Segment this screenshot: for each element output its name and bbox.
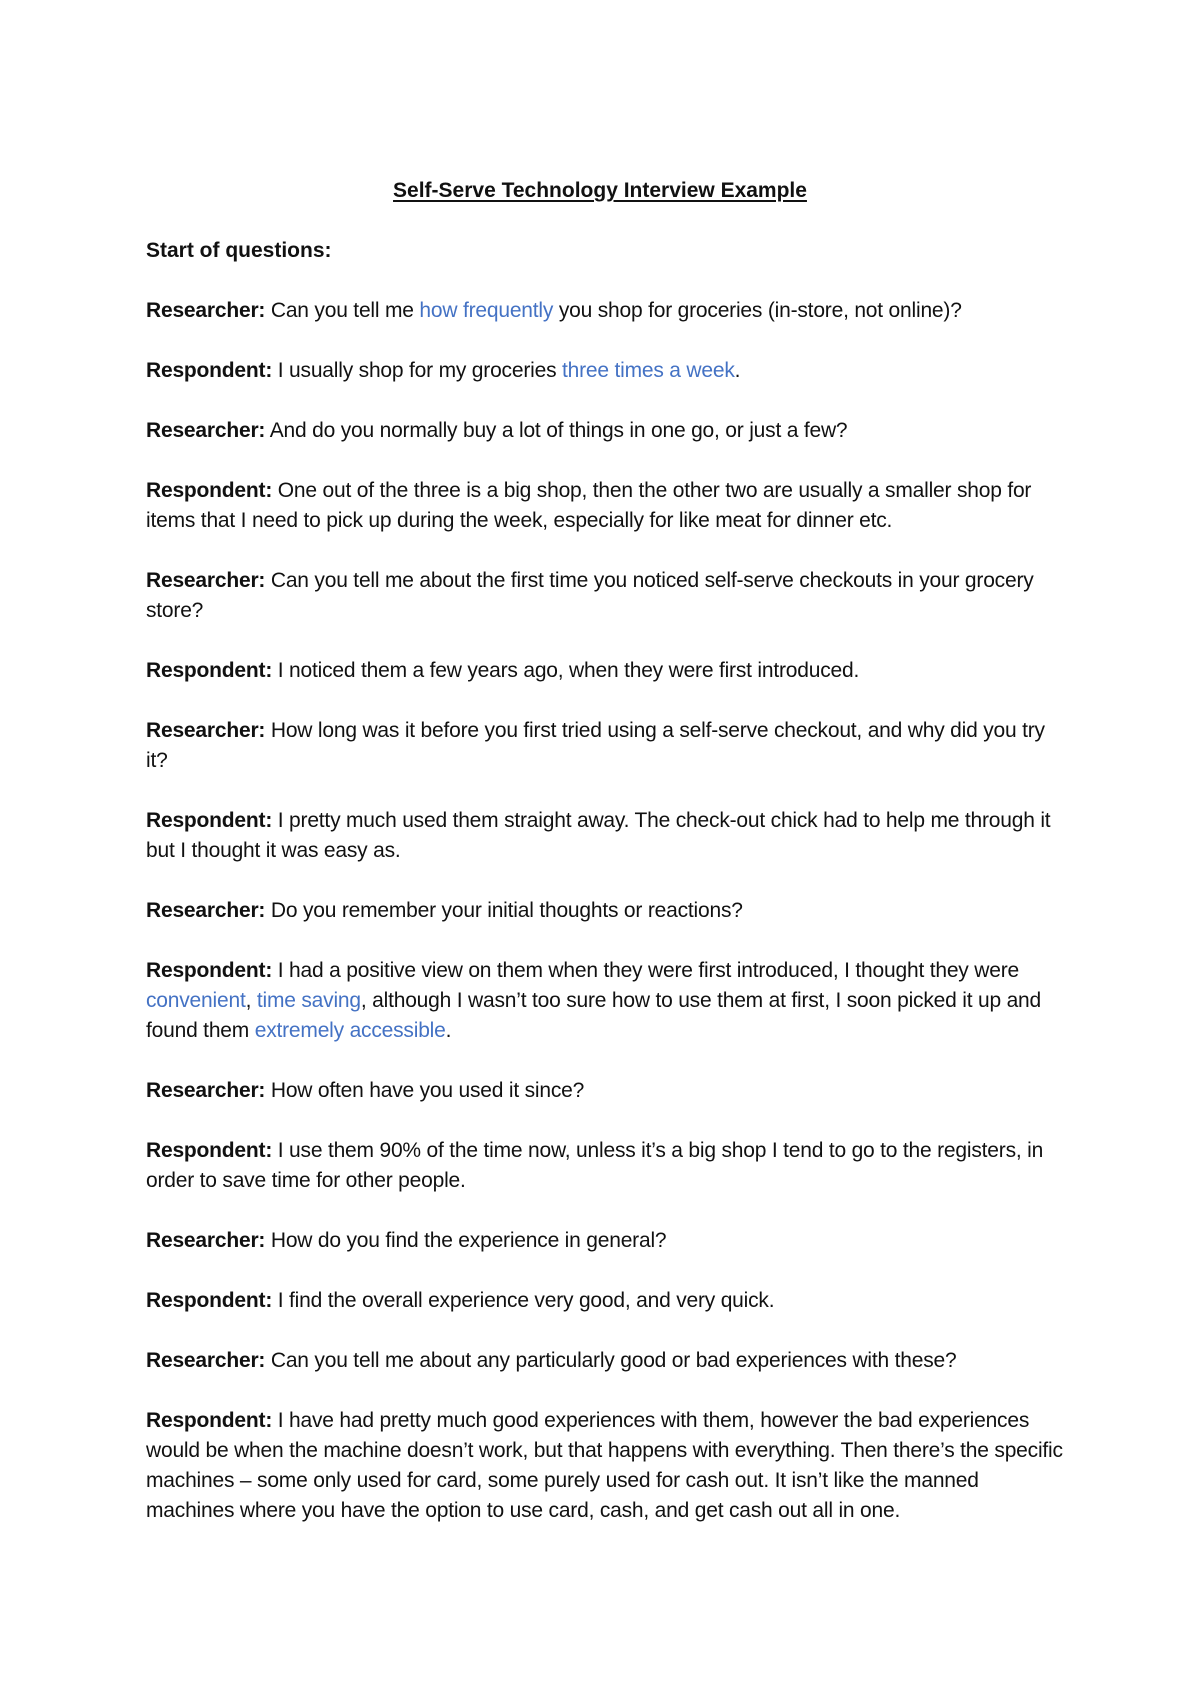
speaker-label: Researcher xyxy=(146,899,259,922)
turn-text: How long was it before you first tried using a self-serve checkout, and why did you try it? xyxy=(146,719,1045,772)
speaker-label: Respondent xyxy=(146,809,266,832)
start-of-questions-label: Start of questions: xyxy=(146,239,332,262)
document-title: Self-Serve Technology Interview Example xyxy=(393,179,807,202)
speaker-colon: : xyxy=(258,299,266,322)
turn-text: I have had pretty much good experiences with them, however the bad experiences would be when the machine doesn’t work, but that happens with everything. Then there’s the specific machines – some only used for card, some purely used for cash out. It isn’t like the manned machines where you have the option to use card, cash, and get cash out all in one. xyxy=(146,1409,1063,1522)
speaker-label: Respondent xyxy=(146,1139,266,1162)
turn-text: I use them 90% of the time now, unless it’s a big shop I tend to go to the registers, in order to save time for other people. xyxy=(146,1139,1044,1192)
researcher-question xyxy=(146,1226,1066,1256)
highlighted-phrase: how frequently xyxy=(419,299,554,322)
respondent-answer xyxy=(146,956,1066,1046)
highlighted-phrase: three times a week xyxy=(562,359,735,382)
respondent-answer xyxy=(146,1136,1066,1196)
speaker-label: Researcher xyxy=(146,419,259,442)
turn-text: , although I wasn’t too sure how to use them at first, I soon picked it up and found them xyxy=(146,989,1042,1042)
researcher-question xyxy=(146,416,1066,446)
speaker-colon: : xyxy=(258,899,266,922)
speaker-colon: : xyxy=(258,1079,266,1102)
speaker-label: Researcher xyxy=(146,299,259,322)
turn-text: Do you remember your initial thoughts or reactions? xyxy=(270,899,743,922)
speaker-label: Researcher xyxy=(146,569,259,592)
researcher-question xyxy=(146,1076,1066,1106)
speaker-colon: : xyxy=(265,659,273,682)
turn-text: , xyxy=(245,989,257,1012)
highlighted-phrase: extremely accessible xyxy=(254,1019,446,1042)
speaker-colon: : xyxy=(265,1289,273,1312)
respondent-answer xyxy=(146,356,1066,386)
speaker-colon: : xyxy=(265,479,273,502)
turn-text: How often have you used it since? xyxy=(270,1079,585,1102)
highlighted-phrase: time saving xyxy=(256,989,361,1012)
speaker-colon: : xyxy=(265,959,273,982)
speaker-colon: : xyxy=(258,419,266,442)
speaker-colon: : xyxy=(265,809,273,832)
researcher-question xyxy=(146,1346,1066,1376)
respondent-answer xyxy=(146,806,1066,866)
turn-text: How do you find the experience in general? xyxy=(270,1229,667,1252)
speaker-label: Researcher xyxy=(146,1349,259,1372)
speaker-label: Researcher xyxy=(146,1079,259,1102)
turn-text: I pretty much used them straight away. The check-out chick had to help me through it but I thought it was easy as. xyxy=(146,809,1051,862)
respondent-answer xyxy=(146,476,1066,536)
highlighted-phrase: convenient xyxy=(146,989,246,1012)
interview-transcript xyxy=(146,296,1066,1556)
researcher-question xyxy=(146,296,1066,326)
speaker-colon: : xyxy=(258,1229,266,1252)
speaker-label: Respondent xyxy=(146,959,266,982)
speaker-label: Respondent xyxy=(146,359,266,382)
turn-text: you shop for groceries (in-store, not online)? xyxy=(553,299,962,322)
speaker-label: Respondent xyxy=(146,659,266,682)
respondent-answer xyxy=(146,1406,1066,1526)
speaker-label: Researcher xyxy=(146,1229,259,1252)
turn-text: I noticed them a few years ago, when they were first introduced. xyxy=(277,659,860,682)
speaker-label: Respondent xyxy=(146,1409,266,1432)
turn-text: . xyxy=(734,359,741,382)
speaker-label: Respondent xyxy=(146,479,266,502)
turn-text: I find the overall experience very good, and very quick. xyxy=(277,1289,775,1312)
researcher-question xyxy=(146,566,1066,626)
turn-text: One out of the three is a big shop, then the other two are usually a smaller shop for items that I need to pick up during the week, especially for like meat for dinner etc. xyxy=(146,479,1032,532)
turn-text: I had a positive view on them when they were first introduced, I thought they were xyxy=(277,959,1019,982)
researcher-question xyxy=(146,716,1066,776)
turn-text: Can you tell me about any particularly good or bad experiences with these? xyxy=(270,1349,957,1372)
researcher-question xyxy=(146,896,1066,926)
speaker-colon: : xyxy=(265,1139,273,1162)
turn-text: Can you tell me about the first time you noticed self-serve checkouts in your grocery store? xyxy=(146,569,1034,622)
turn-text: . xyxy=(445,1019,452,1042)
respondent-answer xyxy=(146,656,1066,686)
turn-text: Can you tell me xyxy=(270,299,420,322)
speaker-colon: : xyxy=(258,569,266,592)
speaker-label: Researcher xyxy=(146,719,259,742)
speaker-colon: : xyxy=(265,1409,273,1432)
speaker-colon: : xyxy=(258,719,266,742)
turn-text: And do you normally buy a lot of things in one go, or just a few? xyxy=(269,419,848,442)
speaker-label: Respondent xyxy=(146,1289,266,1312)
turn-text: I usually shop for my groceries xyxy=(277,359,562,382)
speaker-colon: : xyxy=(258,1349,266,1372)
speaker-colon: : xyxy=(265,359,273,382)
respondent-answer xyxy=(146,1286,1066,1316)
